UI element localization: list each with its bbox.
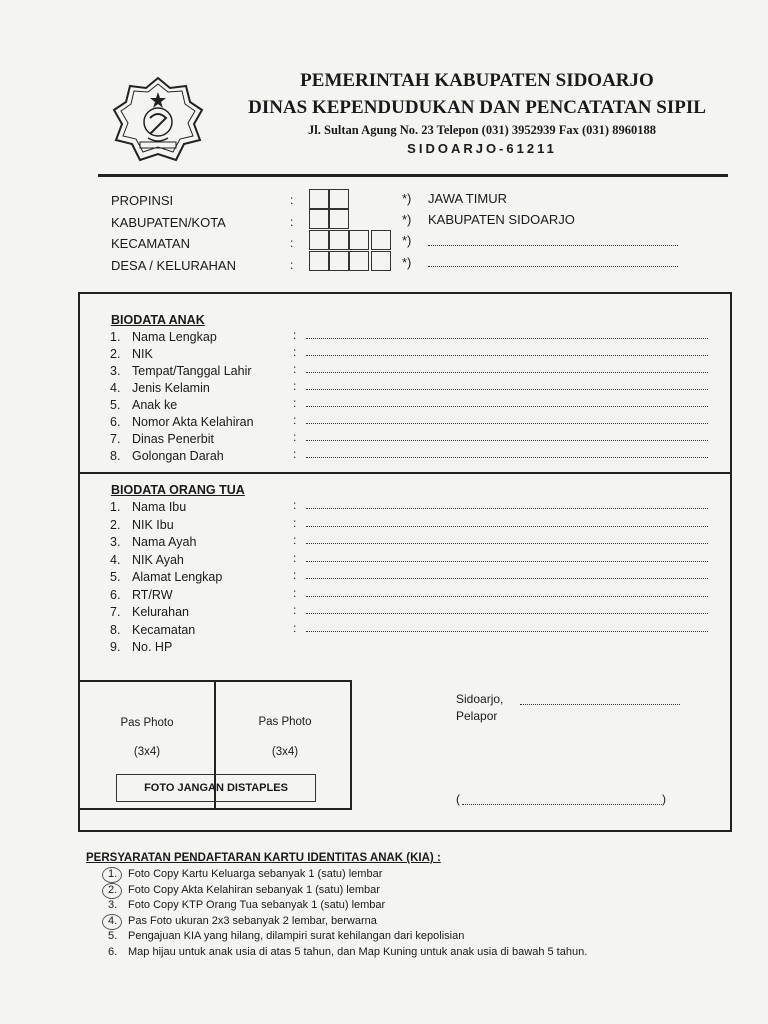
- code-cell-kabupaten-1[interactable]: [309, 209, 329, 229]
- field-label: [110, 398, 177, 412]
- field-label: [110, 518, 174, 532]
- signature-role: Pelapor: [456, 709, 498, 723]
- field-colon: :: [293, 498, 297, 512]
- field-colon: :: [293, 568, 297, 582]
- region-label-kecamatan: KECAMATAN: [111, 236, 190, 251]
- field-colon: :: [293, 430, 297, 444]
- code-cell-propinsi-2[interactable]: [329, 189, 349, 209]
- region-star: *): [402, 233, 412, 248]
- field-label-text: Jenis Kelamin: [132, 381, 210, 395]
- field-colon: :: [293, 515, 297, 530]
- field-colon: :: [293, 379, 297, 393]
- field-label: [110, 432, 214, 446]
- requirement-text: Map hijau untuk anak usia di atas 5 tahun, dan Map Kuning untuk anak usia di bawah 5 tahun.: [128, 945, 588, 958]
- sidoarjo-emblem-icon: [110, 74, 206, 166]
- field-colon: :: [293, 362, 297, 376]
- field-number: 7.: [110, 605, 121, 619]
- handwritten-circle-mark: [102, 867, 122, 883]
- field-input-line[interactable]: [306, 502, 708, 509]
- header-line-1: PEMERINTAH KABUPATEN SIDOARJO: [300, 70, 654, 91]
- requirement-text: Pengajuan KIA yang hilang, dilampiri surat kehilangan dari kepolisian: [128, 930, 465, 942]
- field-colon: :: [293, 603, 297, 617]
- field-colon: :: [293, 447, 297, 461]
- region-colon: :: [290, 258, 294, 272]
- region-star: *): [402, 212, 412, 227]
- photo-box-2-label: Pas Photo: [258, 716, 312, 728]
- requirement-number: 3.: [108, 899, 118, 911]
- region-label-propinsi: PROPINSI: [111, 193, 174, 208]
- field-label: [110, 381, 210, 395]
- requirement-text: Foto Copy Akta Kelahiran sebanyak 1 (satu) lembar: [128, 883, 380, 896]
- section-divider: [78, 472, 732, 474]
- photo-box-1-size: (3x4): [133, 746, 161, 758]
- field-label-text: Nama Ibu: [132, 500, 187, 514]
- field-label-text: Dinas Penerbit: [132, 432, 214, 446]
- field-label-text: No. HP: [132, 640, 173, 654]
- region-field-desa[interactable]: [428, 257, 678, 267]
- requirement-number: 2.: [108, 883, 118, 896]
- region-star: *): [402, 191, 412, 206]
- field-number: 6.: [110, 415, 121, 429]
- signature-place: Sidoarjo,: [456, 692, 504, 706]
- field-label: [110, 415, 254, 429]
- field-label: [110, 605, 189, 619]
- code-cell-desa-4[interactable]: [371, 251, 391, 271]
- field-input-line[interactable]: [306, 625, 708, 632]
- signature-paren-close: ): [662, 792, 666, 806]
- field-label-text: Golongan Darah: [132, 449, 224, 463]
- field-input-line[interactable]: [306, 332, 708, 339]
- field-label-text: NIK Ayah: [132, 552, 184, 567]
- field-label: [110, 500, 186, 514]
- field-label-text: Nomor Akta Kelahiran: [132, 415, 254, 429]
- field-label: [110, 330, 217, 344]
- requirement-text: Foto Copy KTP Orang Tua sebanyak 1 (satu) lembar: [128, 899, 386, 911]
- field-label-text: Anak ke: [132, 398, 178, 412]
- field-colon: :: [293, 413, 297, 427]
- code-cell-propinsi-1[interactable]: [309, 189, 329, 209]
- field-label-text: Kecamatan: [132, 622, 196, 637]
- field-input-line[interactable]: [306, 434, 708, 441]
- region-colon: :: [290, 215, 294, 229]
- region-value-propinsi: JAWA TIMUR: [428, 191, 507, 206]
- field-input-line[interactable]: [306, 607, 708, 614]
- field-number: 9.: [110, 640, 121, 654]
- field-label: [110, 623, 195, 637]
- code-cell-kecamatan-1[interactable]: [309, 230, 329, 250]
- code-cell-desa-3[interactable]: [349, 251, 369, 271]
- field-label-text: Alamat Lengkap: [132, 570, 223, 584]
- field-number: 2.: [110, 347, 121, 361]
- requirement-number: 4.: [108, 914, 118, 927]
- requirement-text: Pas Foto ukuran 2x3 sebanyak 2 lembar, berwarna: [128, 914, 377, 927]
- field-label: [110, 553, 184, 567]
- code-cell-kecamatan-2[interactable]: [329, 230, 349, 250]
- field-label-text: Tempat/Tanggal Lahir: [132, 364, 252, 378]
- region-field-kecamatan[interactable]: [428, 236, 678, 246]
- signature-paren-open: (: [456, 792, 460, 806]
- field-number: 3.: [110, 535, 121, 549]
- region-colon: :: [290, 193, 294, 207]
- requirement-number: 1.: [108, 868, 118, 880]
- field-input-line[interactable]: [306, 349, 708, 356]
- header-rule: [98, 174, 728, 177]
- field-label: [110, 640, 172, 654]
- field-number: 2.: [110, 517, 121, 532]
- requirement-item: [108, 915, 377, 927]
- header-line-2: DINAS KEPENDUDUKAN DAN PENCATATAN SIPIL: [248, 97, 706, 118]
- photo-box-1-label: Pas Photo: [120, 717, 174, 729]
- field-number: 8.: [110, 622, 121, 637]
- field-input-line[interactable]: [306, 400, 708, 407]
- field-colon: :: [293, 620, 297, 635]
- code-cell-kecamatan-3[interactable]: [349, 230, 369, 250]
- section-title-biodata-anak: BIODATA ANAK: [111, 313, 205, 327]
- code-cell-kecamatan-4[interactable]: [371, 230, 391, 250]
- field-label-text: RT/RW: [132, 587, 173, 602]
- field-label-text: Nama Lengkap: [132, 330, 217, 344]
- region-label-kabupaten: KABUPATEN/KOTA: [111, 215, 226, 230]
- code-cell-desa-1[interactable]: [309, 251, 329, 271]
- field-input-line[interactable]: [306, 451, 708, 458]
- field-number: 3.: [110, 364, 121, 378]
- field-colon: :: [293, 396, 297, 410]
- field-input-line[interactable]: [306, 590, 708, 597]
- requirement-item: [108, 868, 382, 880]
- requirement-item: [108, 946, 587, 958]
- field-input-line[interactable]: [306, 383, 708, 390]
- field-input-line[interactable]: [306, 520, 708, 527]
- field-label: [110, 535, 196, 549]
- handwritten-circle-mark: [102, 914, 122, 930]
- header-city-code: SIDOARJO-61211: [407, 141, 557, 156]
- field-number: 4.: [110, 552, 121, 567]
- requirement-number: 5.: [108, 930, 118, 942]
- field-number: 4.: [110, 381, 121, 395]
- field-colon: :: [293, 328, 297, 342]
- staple-note: FOTO JANGAN DISTAPLES: [116, 774, 316, 802]
- region-star: *): [402, 255, 412, 270]
- field-input-line[interactable]: [306, 572, 708, 579]
- section-title-biodata-ortu: BIODATA ORANG TUA: [111, 483, 245, 497]
- field-label-text: Kelurahan: [132, 605, 189, 619]
- field-number: 6.: [110, 587, 121, 602]
- signature-date-field[interactable]: [520, 698, 680, 705]
- field-label: [110, 364, 252, 378]
- requirements-title: PERSYARATAN PENDAFTARAN KARTU IDENTITAS ANAK (KIA) :: [86, 852, 441, 864]
- region-label-desa: DESA / KELURAHAN: [111, 258, 236, 273]
- field-label: [110, 570, 222, 584]
- field-input-line[interactable]: [306, 366, 708, 373]
- field-number: 7.: [110, 432, 121, 446]
- field-colon: :: [293, 585, 297, 600]
- requirement-item: [108, 930, 464, 942]
- field-label: [110, 347, 153, 361]
- code-cell-desa-2[interactable]: [329, 251, 349, 271]
- field-number: 1.: [110, 330, 121, 344]
- region-value-kabupaten: KABUPATEN SIDOARJO: [428, 212, 575, 227]
- code-cell-kabupaten-2[interactable]: [329, 209, 349, 229]
- field-number: 5.: [110, 398, 121, 412]
- field-input-line[interactable]: [306, 555, 708, 562]
- field-label: [110, 588, 173, 602]
- field-label: [110, 449, 224, 463]
- requirement-item: [108, 884, 380, 896]
- field-colon: :: [293, 533, 297, 547]
- region-colon: :: [290, 236, 294, 250]
- field-colon: :: [293, 345, 297, 359]
- requirement-text: Foto Copy Kartu Keluarga sebanyak 1 (satu) lembar: [128, 868, 383, 880]
- field-colon: :: [293, 550, 297, 565]
- requirement-number: 6.: [108, 945, 118, 958]
- field-input-line[interactable]: [306, 417, 708, 424]
- header-address: Jl. Sultan Agung No. 23 Telepon (031) 3952939 Fax (031) 8960188: [308, 123, 656, 137]
- field-number: 5.: [110, 570, 121, 584]
- signature-name-field[interactable]: [462, 798, 662, 805]
- field-label-text: Nama Ayah: [132, 535, 197, 549]
- requirement-item: [108, 899, 385, 911]
- field-label-text: NIK Ibu: [132, 517, 174, 532]
- field-number: 8.: [110, 449, 121, 463]
- field-label-text: NIK: [132, 347, 153, 361]
- field-number: 1.: [110, 500, 121, 514]
- photo-box-2-size: (3x4): [271, 746, 299, 758]
- handwritten-circle-mark: [102, 883, 122, 899]
- field-input-line[interactable]: [306, 537, 708, 544]
